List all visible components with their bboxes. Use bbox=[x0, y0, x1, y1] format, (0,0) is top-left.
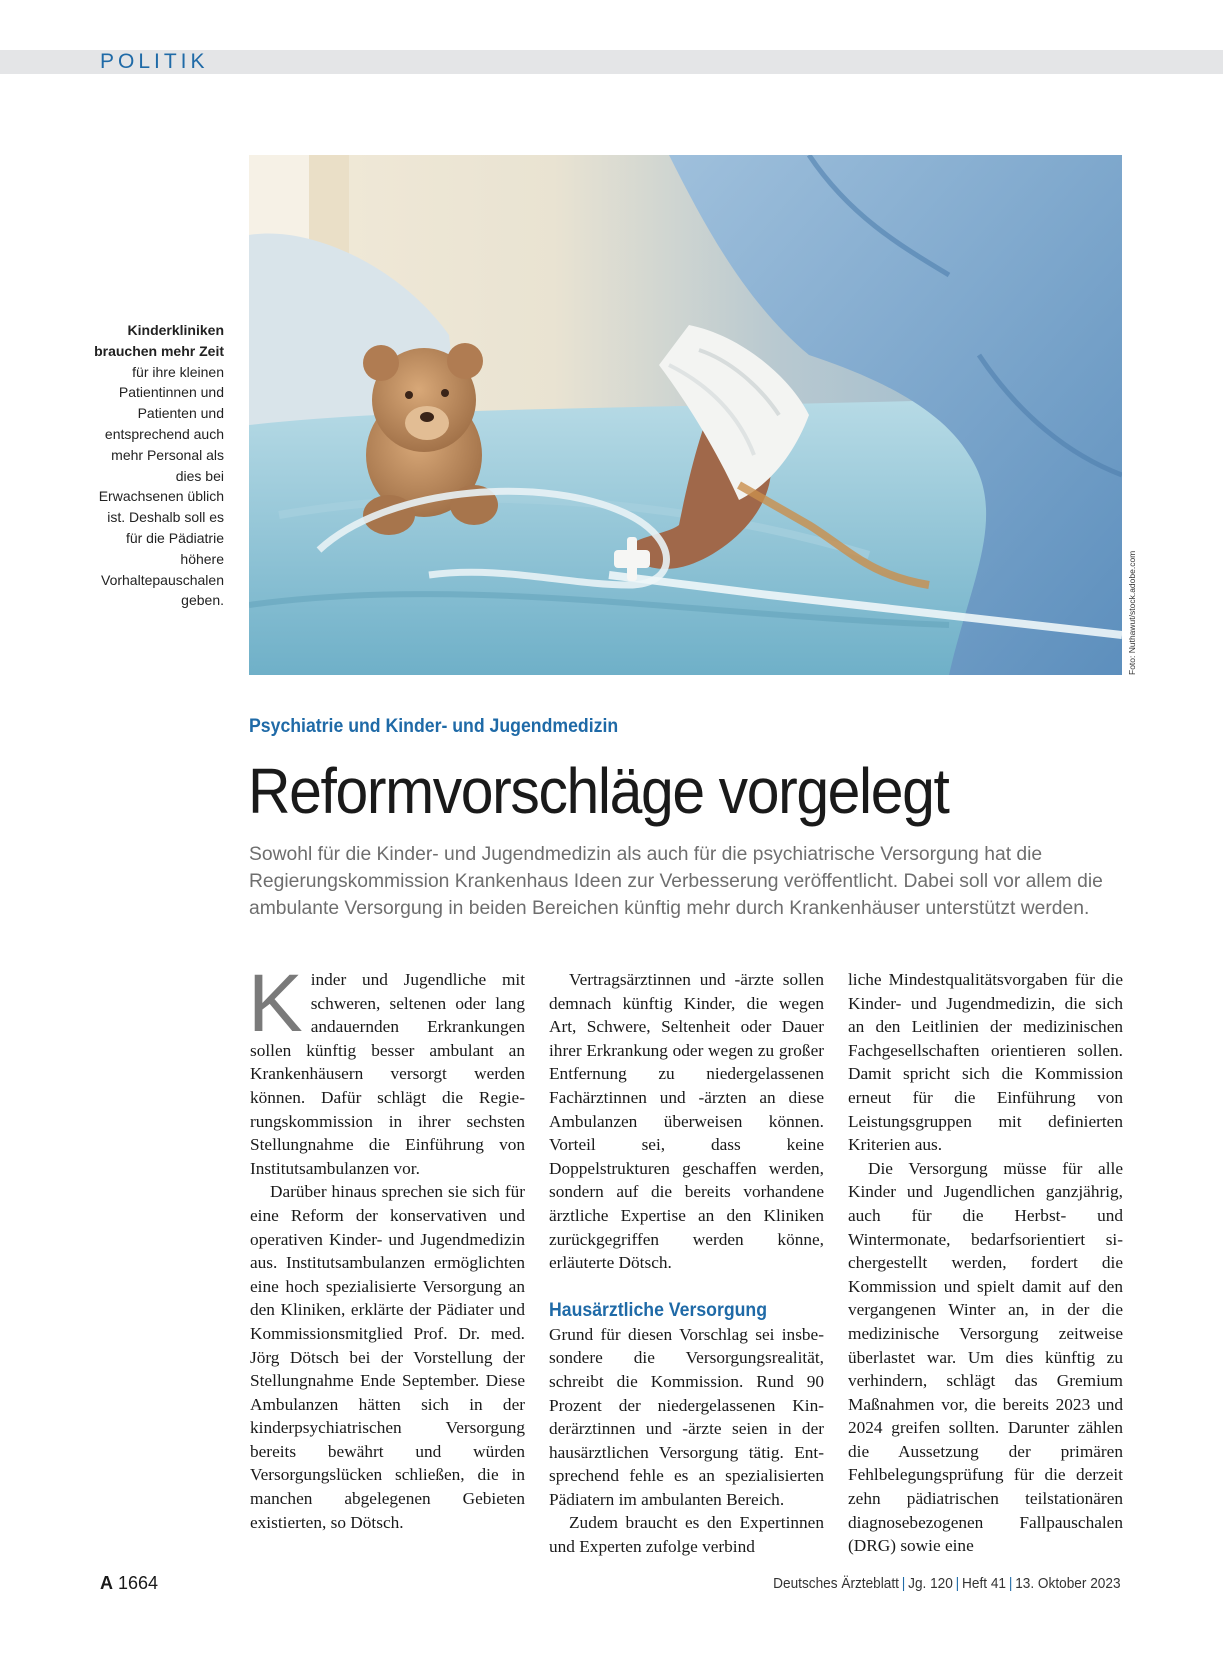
lead-paragraph: Sowohl für die Kinder- und Jugendmedizin als auch für die psychiatrische Versorgung hat die Regierungskommission Krankenhaus Ideen zur Verbesserung veröffentlicht. Dabei soll vor allem die ambulante Versorgung in beiden Bereichen künftig mehr durch Krankenhäuser unterstützt werden. bbox=[249, 844, 1103, 919]
teddy-bear-iv-illustration bbox=[249, 155, 1122, 675]
paragraph-4: Grund für diesen Vorschlag sei insbesondere die Versorgungsrealität, schreibt die Kommission. Rund 90 Prozent der niedergelassenen Kinderärztinnen und -ärzte seien in der hausärztlichen Versorgung tätig. Entsprechend fehle es an spezialisierten Pädiatern im ambulanten Bereich. bbox=[549, 1324, 824, 1509]
paragraph-5-continued: liche Mindestqualitätsvorgaben für die Kinder- und Jugendmedizin, die sich an den Leitlinien der medizinischen Fachgesellschaften orientieren sollen. Damit spricht sich die Kommission erneut für die Einführung von Leistungsgruppen mit definierten Kriterien aus. bbox=[848, 970, 1123, 1155]
paragraph-1-text: inder und Jugendliche mit schweren, seltenen oder lang andauernden Erkrankungen sollen künftig besser ambulant an Krankenhäusern versorgt werden können. Dafür schlägt die Regierungskommission in ihrer sechsten Stellungnahme die Einführung von Institutsambulanzen vor. bbox=[250, 970, 525, 1178]
photo-caption bbox=[90, 320, 224, 611]
folio-number: 1664 bbox=[118, 1573, 159, 1593]
body-column-2 bbox=[549, 968, 824, 1559]
journal-footer bbox=[774, 1576, 1121, 1592]
body-column-1 bbox=[248, 958, 525, 1534]
headline: Reformvorschläge vorgelegt bbox=[248, 755, 949, 827]
paragraph-3: Vertragsärztinnen und -ärzte sollen demnach künftig Kinder, die wegen Art, Schwere, Seltenheit oder Dauer ihrer Erkrankung oder wegen zu großer Entfernung zu niedergelassenen Fachärztinnen und -ärzten an diese Ambulanzen überweisen können. Vorteil sei, dass keine Doppelstrukturen geschaffen werden, sondern auf die bereits vorhandene ärztliche Expertise an den Kliniken zurückgegriffen werden könne, erläuterte Dötsch. bbox=[549, 970, 824, 1273]
caption-text: für ihre kleinen Patientinnen und Patienten und entsprechend auch mehr Personal als dies bei Erwachsenen üblich ist. Deshalb soll es für die Pädiatrie höhere Vorhaltepauschalen geben. bbox=[98, 363, 224, 609]
article-photo bbox=[249, 155, 1122, 675]
journal-name: Deutsches Ärzteblatt bbox=[773, 1576, 900, 1592]
journal-volume: Jg. 120 bbox=[908, 1576, 954, 1592]
journal-date: 13. Oktober 2023 bbox=[1015, 1576, 1121, 1592]
folio-prefix: A bbox=[100, 1573, 113, 1593]
kicker: Psychiatrie und Kinder- und Jugendmedizin bbox=[249, 716, 619, 737]
footer-separator: | bbox=[902, 1576, 906, 1592]
paragraph-1 bbox=[248, 958, 525, 1180]
dropcap: K bbox=[248, 958, 303, 1049]
section-label: POLITIK bbox=[100, 50, 209, 73]
footer-separator: | bbox=[956, 1576, 960, 1592]
paragraph-5-start: Zudem braucht es den Expertinnen und Experten zufolge verbind bbox=[549, 1513, 824, 1557]
paragraph-6: Die Versorgung müsse für alle Kinder und Jugendlichen ganzjährig, auch für die Herbst- und Wintermonate, bedarfsorientiert sichergestellt werden, fordert die Kommission und spielt damit auf den vergangenen Winter an, in der die medizinische Versorgung zeitweise überlastet war. Um dies künftig zu verhindern, schlägt das Gremium Maßnahmen vor, die bereits 2023 und 2024 greifen sollten. Darunter zählen die Aussetzung der primären Fehlbelegungsprüfung für die derzeit zehn pädiatrischen teilstationären diagnosebezogenen Fallpauschalen (DRG) sowie eine bbox=[848, 1158, 1123, 1556]
caption-bold: Kinderkliniken brauchen mehr Zeit bbox=[94, 322, 224, 359]
page-number bbox=[100, 1573, 158, 1594]
photo-credit: Foto: Nuthawut/stock.adobe.com bbox=[1127, 550, 1137, 675]
teddy-bear-icon bbox=[363, 343, 498, 535]
subheading: Hausärztliche Versorgung bbox=[549, 1299, 767, 1321]
paragraph-2: Darüber hinaus sprechen sie sich für eine Reform der konservativen und operativen Kinder- und Jugendmedizin aus. Institutsambulanzen ermöglichten eine hoch spezialisierte Versorgung an den Kliniken, erklärte der Pädiater und Kommissionsmitglied Prof. Dr. med. Jörg Dötsch bei der Vorstellung der Stellungnahme Ende September. Diese Ambulanzen hätten sich in der kinderpsychiatrischen Versorgung bereits bewährt und würden Versorgungslücken schließen, die in manchen abgelegenen Gebieten existierten, so Dötsch. bbox=[250, 1182, 525, 1532]
body-column-3 bbox=[848, 968, 1123, 1558]
journal-issue: Heft 41 bbox=[962, 1576, 1007, 1592]
footer-separator: | bbox=[1009, 1576, 1013, 1592]
